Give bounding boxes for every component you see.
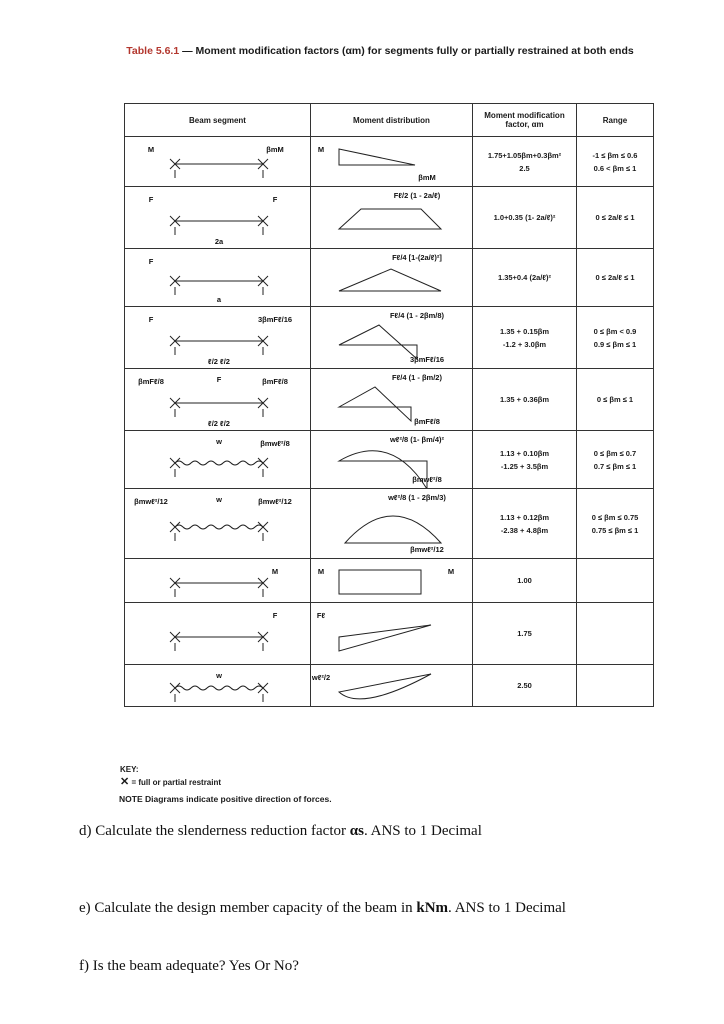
segment-left-label: M: [147, 144, 155, 154]
range-value: 0 ≤ βm ≤ 1: [596, 395, 634, 404]
range-value: -1 ≤ βm ≤ 0.6: [592, 150, 638, 160]
segment-mid-label: w: [216, 494, 222, 504]
range-value: 0.9 ≤ βm ≤ 1: [593, 339, 637, 349]
header-factor: Moment modification factor, αm: [473, 104, 577, 137]
header-beam-segment: Beam segment: [125, 104, 311, 137]
factor-cell: [473, 249, 577, 307]
table-row: [125, 603, 654, 665]
table-row: [125, 307, 654, 369]
question-d-suffix: . ANS to 1 Decimal: [363, 823, 482, 839]
distribution-left-label: Fℓ: [316, 610, 326, 620]
distribution-bottom-label: βmM: [418, 172, 436, 182]
distribution-left-label: wℓ²/2: [311, 672, 331, 682]
question-e-suffix: . ANS to 1 Decimal: [448, 900, 566, 916]
moment-distribution-cell: [311, 187, 473, 249]
factor-value: 1.35+0.4 (2a/ℓ)²: [497, 273, 552, 282]
segment-dimension-label: ℓ/2 ℓ/2: [208, 418, 230, 428]
range-cell: [577, 559, 654, 603]
factor-value: -1.2 + 3.0βm: [502, 339, 547, 349]
header-range: Range: [577, 104, 654, 137]
distribution-top-label: wℓ²/8 (1- βm/4)²: [389, 434, 445, 444]
table-row: [125, 187, 654, 249]
range-cell: [577, 307, 654, 369]
segment-right-label: M: [271, 566, 279, 576]
moment-distribution-diagram: [311, 490, 471, 558]
moment-distribution-diagram: [311, 138, 471, 186]
factor-cell: [473, 137, 577, 187]
question-e-unit: kNm: [416, 900, 449, 916]
beam-segment-cell: [125, 369, 311, 431]
factor-value: 1.13 + 0.10βm: [500, 448, 549, 458]
segment-mid-label: w: [216, 436, 222, 446]
beam-segment-cell: [125, 603, 311, 665]
distribution-bottom-label: βmwℓ²/8: [412, 474, 442, 484]
key-item-text: = full or partial restraint: [131, 778, 222, 787]
range-cell: [577, 431, 654, 489]
table-row: [125, 431, 654, 489]
distribution-top-label: Fℓ/2 (1 - 2a/ℓ): [393, 190, 441, 200]
segment-right-label: βmFℓ/8: [262, 376, 288, 386]
segment-left-label: F: [148, 194, 154, 204]
table-note: NOTE Diagrams indicate positive direction of forces.: [119, 794, 332, 804]
beam-segment-cell: [125, 559, 311, 603]
segment-dimension-label: ℓ/2 ℓ/2: [208, 356, 230, 366]
distribution-bottom-label: βmFℓ/8: [414, 416, 440, 426]
question-d: [79, 823, 482, 840]
range-value: 0 ≤ βm ≤ 0.75: [591, 512, 639, 522]
distribution-top-label: Fℓ/4 (1 - βm/2): [392, 372, 442, 382]
moment-distribution-diagram: [311, 432, 471, 488]
range-cell: [577, 489, 654, 559]
range-value: 0 ≤ βm < 0.9: [593, 326, 637, 336]
key-title: KEY:: [120, 765, 139, 774]
factor-value: -2.38 + 4.8βm: [500, 525, 549, 535]
table-title: — Moment modification factors (αm) for segments fully or partially restrained at both ends: [182, 45, 634, 57]
moment-distribution-diagram: [311, 666, 471, 706]
factor-value: 1.75+1.05βm+0.3βm²: [487, 150, 562, 160]
question-e: [79, 900, 566, 917]
table-row: [125, 249, 654, 307]
moment-distribution-cell: [311, 603, 473, 665]
restraint-cross-icon: [258, 683, 268, 693]
beam-segment-diagram: [125, 432, 309, 488]
segment-right-label: 3βmFℓ/16: [257, 314, 293, 324]
range-value: 0 ≤ 2a/ℓ ≤ 1: [595, 213, 635, 222]
moment-distribution-cell: [311, 489, 473, 559]
beam-segment-cell: [125, 307, 311, 369]
beam-segment-diagram: [125, 666, 309, 706]
beam-segment-cell: [125, 431, 311, 489]
moment-distribution-diagram: [311, 250, 471, 306]
restraint-cross-icon: [170, 458, 180, 468]
segment-mid-label: w: [216, 670, 222, 680]
table-label: Table 5.6.1: [126, 45, 180, 57]
factor-cell: [473, 187, 577, 249]
beam-segment-cell: [125, 249, 311, 307]
factor-cell: [473, 307, 577, 369]
key-item: [120, 776, 221, 789]
question-d-symbol: αs: [349, 823, 364, 839]
table-row: [125, 489, 654, 559]
moment-distribution-diagram: [311, 560, 471, 602]
factor-cell: [473, 489, 577, 559]
segment-right-label: F: [272, 610, 278, 620]
range-cell: [577, 603, 654, 665]
beam-segment-cell: [125, 187, 311, 249]
table-row: [125, 137, 654, 187]
restraint-cross-icon: ✕: [120, 776, 130, 788]
table-row: [125, 559, 654, 603]
table-caption: [60, 44, 700, 58]
restraint-cross-icon: [170, 683, 180, 693]
beam-segment-diagram: [125, 490, 309, 558]
range-value: 0 ≤ βm ≤ 0.7: [593, 448, 637, 458]
moment-distribution-cell: [311, 307, 473, 369]
beam-segment-diagram: [125, 250, 309, 306]
factor-cell: [473, 431, 577, 489]
range-cell: [577, 665, 654, 707]
question-e-prefix: e) Calculate the design member capacity of the beam in: [79, 900, 417, 916]
factor-value: 2.50: [517, 681, 532, 690]
moment-distribution-cell: [311, 431, 473, 489]
beam-segment-diagram: [125, 188, 309, 248]
factor-value: 1.35 + 0.15βm: [500, 326, 549, 336]
beam-segment-diagram: [125, 138, 309, 186]
moment-distribution-diagram: [311, 370, 471, 430]
moment-distribution-cell: [311, 137, 473, 187]
distribution-left-label: M: [317, 566, 325, 576]
factor-cell: [473, 603, 577, 665]
factor-value: 1.75: [517, 629, 532, 638]
beam-segment-cell: [125, 665, 311, 707]
factor-value: 1.00: [517, 576, 532, 585]
moment-modification-table: [124, 103, 654, 707]
segment-left-label: F: [148, 256, 154, 266]
table-row: [125, 369, 654, 431]
table-row: [125, 665, 654, 707]
factor-value: 1.0+0.35 (1- 2a/ℓ)²: [493, 213, 556, 222]
restraint-cross-icon: [258, 458, 268, 468]
question-f: f) Is the beam adequate? Yes Or No?: [79, 958, 299, 974]
factor-cell: [473, 665, 577, 707]
beam-segment-cell: [125, 137, 311, 187]
range-value: 0.7 ≤ βm ≤ 1: [593, 461, 637, 471]
segment-left-label: βmFℓ/8: [138, 376, 164, 386]
beam-segment-diagram: [125, 560, 309, 602]
moment-distribution-cell: [311, 559, 473, 603]
segment-dimension-label: 2a: [214, 236, 224, 246]
range-value: 0.75 ≤ βm ≤ 1: [591, 525, 639, 535]
range-cell: [577, 187, 654, 249]
question-d-prefix: d) Calculate the slenderness reduction factor: [79, 823, 350, 839]
moment-distribution-cell: [311, 369, 473, 431]
factor-cell: [473, 559, 577, 603]
range-value: 0 ≤ 2a/ℓ ≤ 1: [595, 273, 635, 282]
distribution-top-label: wℓ²/8 (1 - 2βm/3): [388, 492, 446, 502]
segment-dimension-label: a: [216, 294, 222, 304]
restraint-cross-icon: [258, 522, 268, 532]
distribution-bottom-label: 3βmFℓ/16: [409, 354, 445, 364]
segment-mid-label: F: [216, 374, 222, 384]
factor-cell: [473, 369, 577, 431]
segment-right-label: βmM: [266, 144, 284, 154]
beam-segment-diagram: [125, 604, 309, 664]
header-moment-distribution: Moment distribution: [311, 104, 473, 137]
range-cell: [577, 249, 654, 307]
moment-distribution-cell: [311, 249, 473, 307]
range-cell: [577, 369, 654, 431]
beam-segment-diagram: [125, 308, 309, 368]
range-value: 0.6 < βm ≤ 1: [593, 163, 637, 173]
distribution-top-label: Fℓ/4 (1 - 2βm/8): [389, 310, 445, 320]
restraint-cross-icon: [170, 522, 180, 532]
range-cell: [577, 137, 654, 187]
beam-segment-diagram: [125, 370, 309, 430]
distribution-bottom-label: βmwℓ²/12: [410, 544, 444, 554]
segment-left-label: F: [148, 314, 154, 324]
distribution-right-label: M: [447, 566, 455, 576]
segment-left-label: βmwℓ²/12: [134, 496, 168, 506]
moment-distribution-diagram: [311, 188, 471, 248]
moment-distribution-diagram: [311, 308, 471, 368]
segment-right-label: βmwℓ²/8: [260, 438, 290, 448]
distribution-left-label: M: [317, 144, 325, 154]
key-legend: [120, 764, 221, 789]
factor-value: 2.5: [519, 163, 530, 173]
factor-value: 1.13 + 0.12βm: [500, 512, 549, 522]
factor-value: -1.25 + 3.5βm: [500, 461, 549, 471]
segment-right-label: F: [272, 194, 278, 204]
moment-distribution-diagram: [311, 604, 471, 664]
factor-value: 1.35 + 0.36βm: [500, 395, 549, 404]
beam-segment-cell: [125, 489, 311, 559]
distribution-top-label: Fℓ/4 [1-(2a/ℓ)²]: [392, 252, 442, 262]
moment-distribution-cell: [311, 665, 473, 707]
segment-right-label: βmwℓ²/12: [258, 496, 292, 506]
